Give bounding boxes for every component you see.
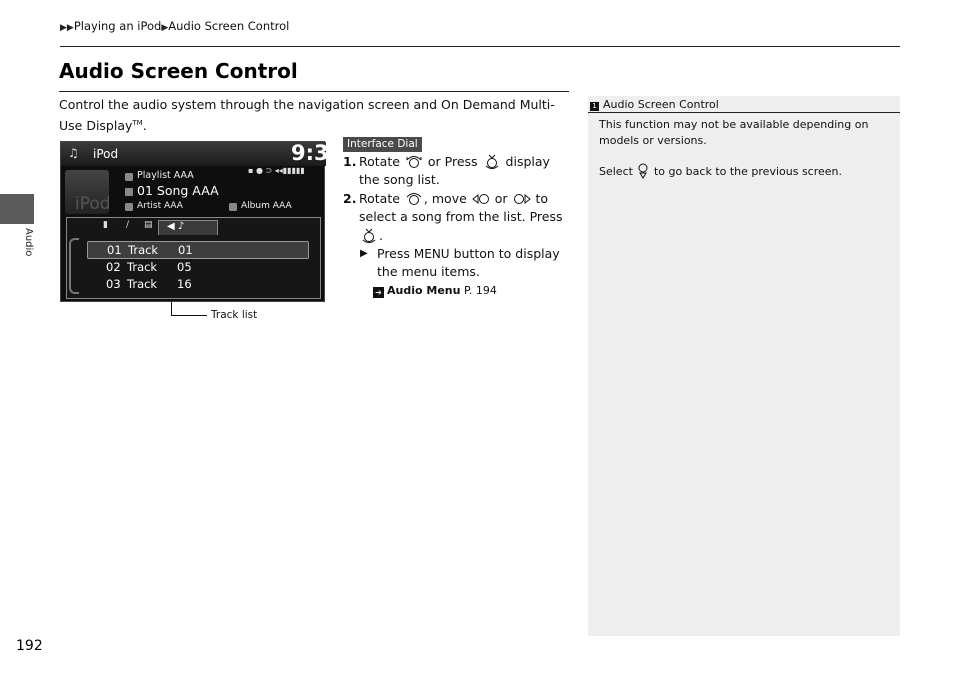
track-num: 03 bbox=[106, 277, 121, 291]
tab-tracks-icon[interactable]: ◀ ♪ bbox=[158, 220, 218, 235]
step-2 bbox=[343, 190, 571, 245]
back-button-icon bbox=[636, 163, 650, 179]
intro-end: . bbox=[142, 118, 147, 134]
list-bracket bbox=[69, 238, 79, 294]
track-label: Track bbox=[128, 243, 159, 257]
hint-arrow-icon: ▶ bbox=[360, 248, 368, 260]
screen-album: Album AAA bbox=[241, 201, 292, 211]
callout-track-list: Track list bbox=[211, 309, 258, 321]
instruction-steps bbox=[343, 153, 571, 300]
track-num: 01 bbox=[107, 243, 122, 257]
rotate-dial-icon bbox=[404, 154, 424, 169]
screen-artist: Artist AAA bbox=[137, 201, 183, 211]
step-text: display the song list. bbox=[359, 154, 550, 188]
hint-text: button to display the menu items. bbox=[377, 246, 560, 280]
press-dial-icon bbox=[359, 228, 379, 243]
playlist-icon bbox=[125, 173, 133, 181]
note-marker-icon: 1 bbox=[590, 102, 599, 111]
screen-clock: 9:30 bbox=[291, 141, 344, 165]
reference-label[interactable]: Audio Menu bbox=[387, 283, 461, 297]
side-note-back-text bbox=[599, 163, 889, 180]
press-dial-icon bbox=[482, 154, 502, 169]
tab-divider-icon: / bbox=[126, 220, 130, 230]
track-label: Track bbox=[127, 259, 158, 274]
track-list bbox=[87, 241, 309, 294]
title-rule bbox=[59, 91, 569, 92]
side-tab-label: Audio bbox=[23, 228, 34, 257]
interface-dial-badge: Interface Dial bbox=[343, 137, 422, 152]
callout-line bbox=[171, 302, 172, 316]
audio-screen-illustration bbox=[60, 141, 344, 302]
intro-body: Control the audio system through the navigation screen and On Demand Multi-Use Display bbox=[59, 97, 555, 134]
side-tab-marker bbox=[0, 194, 34, 224]
step-number: 1. bbox=[343, 154, 357, 169]
list-tabs bbox=[66, 220, 226, 235]
screen-playlist: Playlist AAA bbox=[137, 170, 194, 181]
note-text: Select bbox=[599, 165, 633, 178]
side-note-text: This function may not be available depending on models or versions. bbox=[599, 118, 869, 147]
screen-source: iPod bbox=[93, 147, 119, 161]
note-text: to go back to the previous screen. bbox=[653, 165, 843, 178]
step-text: or bbox=[494, 190, 508, 206]
breadcrumb-link-playing-ipod[interactable]: Playing an iPod bbox=[73, 19, 162, 33]
side-note bbox=[588, 96, 900, 636]
step-text: , move bbox=[423, 190, 467, 206]
step-number: 2. bbox=[343, 190, 357, 206]
track-list-row[interactable] bbox=[87, 259, 309, 277]
track-value: 16 bbox=[177, 277, 192, 291]
ipod-watermark: iPod bbox=[75, 194, 111, 214]
callout-line bbox=[171, 315, 207, 316]
page-number: 192 bbox=[16, 638, 43, 654]
tab-album-icon[interactable]: ▤ bbox=[144, 220, 153, 230]
status-indicators-icon: ▪ ● ⊃ ◂◂▮▮▮▮▮ bbox=[248, 166, 305, 175]
step-1 bbox=[343, 153, 571, 190]
rotate-dial-icon bbox=[404, 191, 424, 206]
breadcrumb-arrow-icon: ▶▶ bbox=[60, 23, 74, 33]
audio-menu-reference[interactable] bbox=[343, 282, 571, 300]
track-num: 02 bbox=[106, 259, 121, 274]
track-list-row[interactable] bbox=[87, 276, 309, 294]
page-title: Audio Screen Control bbox=[59, 59, 298, 83]
move-left-icon bbox=[471, 191, 491, 206]
step-text: or Press bbox=[427, 154, 478, 169]
move-right-icon bbox=[512, 191, 532, 206]
album-icon bbox=[229, 203, 237, 211]
side-note-header bbox=[588, 96, 900, 113]
tab-playlist-icon[interactable]: ▮ bbox=[103, 220, 108, 230]
track-value: 01 bbox=[178, 243, 193, 257]
hint-text: Press bbox=[377, 246, 410, 262]
track-list-row[interactable] bbox=[87, 241, 309, 259]
track-label: Track bbox=[127, 277, 158, 291]
breadcrumb-arrow-icon: ▶ bbox=[161, 23, 169, 33]
intro-text bbox=[59, 96, 571, 135]
music-note-icon: ♫ bbox=[68, 146, 79, 160]
menu-hint bbox=[343, 245, 571, 282]
step-text: Rotate bbox=[359, 154, 400, 169]
step-text: to select a song from the list. Press bbox=[359, 190, 563, 225]
header-rule bbox=[60, 46, 900, 47]
track-value: 05 bbox=[177, 259, 192, 274]
menu-key-label: MENU bbox=[413, 247, 450, 262]
step-text: . bbox=[379, 227, 383, 243]
cross-reference-icon: ➔ bbox=[373, 287, 384, 298]
song-icon bbox=[125, 188, 133, 196]
breadcrumb bbox=[60, 19, 289, 33]
breadcrumb-current[interactable]: Audio Screen Control bbox=[168, 19, 290, 33]
reference-page[interactable]: P. 194 bbox=[463, 283, 497, 297]
step-text: Rotate bbox=[359, 190, 400, 206]
trademark-sup: TM bbox=[132, 119, 143, 127]
screen-song: 01 Song AAA bbox=[137, 183, 219, 198]
side-note-title: Audio Screen Control bbox=[603, 98, 719, 111]
artist-icon bbox=[125, 203, 133, 211]
